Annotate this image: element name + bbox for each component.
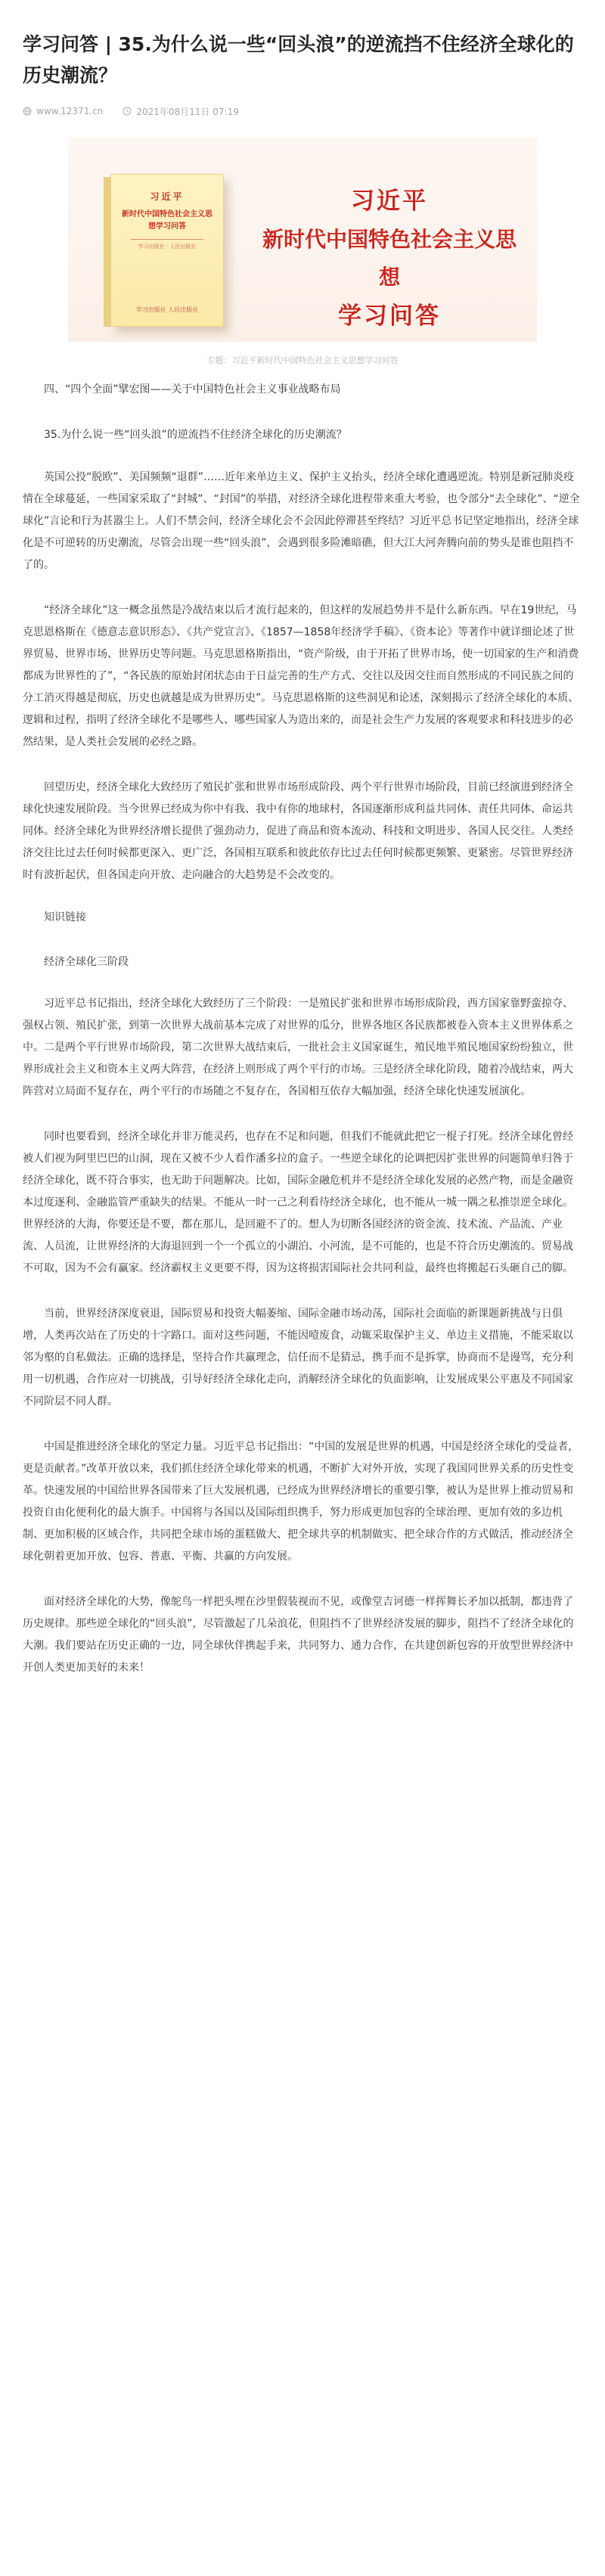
book-divider <box>131 239 203 240</box>
paragraph-1: 英国公投“脱欧”、美国频频“退群”……近年来单边主义、保护主义抬头，经济全球化遭遇逆流。特别是新冠肺炎疫情在全球蔓延，一些国家采取了“封城”、“封国”的举措，对经济全球化进程带来重大考验，也令部分“去全球化”、“逆全球化”言论和行为甚嚣尘上。人们不禁会问，经济全球化会不会因此停滞甚至终结？习近平总书记坚定地指出，经济全球化是不可逆转的历史潮流，尽管会出现一些“回头浪”，会遇到很多险滩暗礁，但大江大河奔腾向前的势头是谁也阻挡不了的。 <box>23 471 580 571</box>
paragraph-5: 同时也要看到，经济全球化并非万能灵药，也存在不足和问题，但我们不能就此把它一棍子打死。经济全球化曾经被人们视为阿里巴巴的山洞，现在又被不少人看作潘多拉的盒子。一些逆全球化的论调把因扩张世界的问题简单归咎于经济全球化，既不符合事实，也无助于问题解决。比如，国际金融危机并不是经济全球化发展的必然产物，而是金融资本过度逐利、金融监管严重缺失的结果。不能从一时一己之利看待经济全球化，也不能从一城一隅之私推崇逆全球化。世界经济的大海，你要还是不要，都在那儿，是回避不了的。想人为切断各国经济的资金流、技术流、产品流、产业流、人员流，让世界经济的大海退回到一个一个孤立的小湖泊、小河流，是不可能的，也是不符合历史潮流的。贸易战不可取，因为不会有赢家。经济霸权主义更要不得，因为这将损害国际社会共同利益，最终也将搬起石头砸自己的脚。 <box>23 1131 573 1274</box>
paragraph-7: 中国是推进经济全球化的坚定力量。习近平总书记指出：“中国的发展是世界的机遇，中国是经济全球化的受益者，更是贡献者。”改革开放以来，我们抓住经济全球化带来的机遇，不断扩大对外开放，实现了我国同世界关系的历史性变革。快速发展的中国给世界各国带来了巨大发展机遇，已经成为世界经济增长的重要引擎，被认为是世界上推动贸易和投资自由化便利化的最大旗手。中国将与各国以及国际组织携手，努力形成更加包容的全球治理、更加有效的多边机制、更加积极的区域合作，共同把全球市场的蛋糕做大、把全球共享的机制做实、把全球合作的方式做活，推动经济全球化朝着更加开放、包容、普惠、平衡、共赢的方向发展。 <box>23 1441 579 1563</box>
knowledge-link-label: 知识链接 <box>44 911 86 923</box>
source-info[interactable] <box>23 106 103 116</box>
banner-caption: 专题：习近平新时代中国特色社会主义思想学习问答 <box>206 355 399 365</box>
article-page <box>23 0 582 1679</box>
book-subtitle: 学习出版社 · 人民出版社 <box>138 244 197 250</box>
article-body <box>23 381 582 1679</box>
banner-heading <box>257 182 522 336</box>
banner-line-3: 学习问答 <box>338 303 441 330</box>
section-heading: 四、“四个全面”擘宏图——关于中国特色社会主义事业战略布局 <box>44 383 341 396</box>
banner-line-2: 新时代中国特色社会主义思想 <box>262 227 517 290</box>
paragraph-3: 回望历史，经济全球化大致经历了殖民扩张和世界市场形成阶段、两个平行世界市场阶段，目前已经演进到经济全球化快速发展阶段。当今世界已经成为你中有我、我中有你的地球村，各国逐渐形成利益共同体、责任共同体、命运共同体。经济全球化为世界经济增长提供了强劲动力，促进了商品和资本流动、科技和文明进步、各国人民交往。人类经济交往比过去任何时候都更深入、更广泛，各国相互联系和彼此依存比过去任何时候都更频繁、更紧密。尽管世界经济时有波折起伏，但各国走向开放、走向融合的大趋势是不会改变的。 <box>23 781 573 881</box>
paragraph-2: “经济全球化”这一概念虽然是冷战结束以后才流行起来的，但这样的发展趋势并不是什么新东西。早在19世纪，马克思恩格斯在《德意志意识形态》、《共产党宣言》、《1857—1858年经济学手稿》、《资本论》等著作中就详细论述了世界贸易、世界市场、世界历史等问题。马克思恩格斯指出，“资产阶级，由于开拓了世界市场，使一切国家的生产和消费都成为世界性的了”，“各民族的原始封闭状态由于日益完善的生产方式、交往以及因交往而自然形成的不同民族之间的分工消灭得越是彻底，历史也就越是成为世界历史”。马克思恩格斯的这些洞见和论述，深刻揭示了经济全球化的本质、逻辑和过程，指明了经济全球化不是哪些人、哪些国家人为造出来的，而是社会生产力发展的客观要求和科技进步的必然结果，是人类社会发展的必经之路。 <box>23 604 579 748</box>
paragraph-4: 习近平总书记指出，经济全球化大致经历了三个阶段：一是殖民扩张和世界市场形成阶段，西方国家靠野蛮掠夺、强权占领、殖民扩张，到第一次世界大战前基本完成了对世界的瓜分，世界各地区各民族都被卷入资本主义世界体系之中。二是两个平行世界市场阶段，第二次世界大战结束后，一批社会主义国家诞生，殖民地半殖民地国家纷纷独立，世界形成社会主义和资本主义两大阵营，在经济上则形成了两个平行的市场。三是经济全球化阶段，随着冷战结束，两大阵营对立局面不复存在，两个平行的市场随之不复存在，各国相互依存大幅加强，经济全球化快速发展演化。 <box>23 998 573 1097</box>
book-spine <box>104 177 111 327</box>
question-heading: 35.为什么说一些“回头浪”的逆流挡不住经济全球化的历史潮流？ <box>44 429 347 441</box>
book-cover <box>110 174 224 327</box>
article-meta <box>23 103 582 119</box>
book-author: 习近平 <box>150 191 185 202</box>
topic-banner[interactable] <box>68 138 537 342</box>
knowledge-link-title: 经济全球化三阶段 <box>44 956 129 968</box>
clock-icon <box>123 107 132 116</box>
paragraph-6: 当前，世界经济深度衰退，国际贸易和投资大幅萎缩、国际金融市场动荡，国际社会面临的新课题新挑战与日俱增，人类再次站在了历史的十字路口。面对这些问题，不能因噎废食，动辄采取保护主义、单边主义措施，不能采取以邻为壑的自私做法。正确的选择是，坚持合作共赢理念，信任而不是猜忌，携手而不是拆掌，协商而不是谩骂，充分利用一切机遇，合作应对一切挑战，引导好经济全球化走向，消解经济全球化的负面影响，让发展成果公平惠及不同国家不同阶层不同人群。 <box>23 1308 573 1407</box>
book-title: 新时代中国特色社会主义思想学习问答 <box>122 210 213 231</box>
banner-line-1: 习近平 <box>351 188 428 215</box>
source-site[interactable]: www.12371.cn <box>36 106 104 116</box>
paragraph-8: 面对经济全球化的大势，像鸵鸟一样把头埋在沙里假装视而不见，或像堂吉诃德一样挥舞长矛加以抵制，都违背了历史规律。那些逆全球化的“回头浪”，尽管激起了几朵浪花，但阻挡不了世界经济发展的脚步，阻挡不了经济全球化的大潮。我们要站在历史正确的一边，同全球伙伴携起手来，共同努力、通力合作，在共建创新包容的开放型世界经济中开创人类更加美好的未来！ <box>23 1596 574 1674</box>
globe-icon <box>23 107 32 116</box>
article-title: 学习问答 | 35.为什么说一些“回头浪”的逆流挡不住经济全球化的历史潮流？ <box>23 33 574 86</box>
book-publisher: 学习出版社 人民出版社 <box>135 306 199 313</box>
publish-date: 2021年08月11日 07:19 <box>136 106 239 117</box>
publish-time <box>123 105 238 118</box>
